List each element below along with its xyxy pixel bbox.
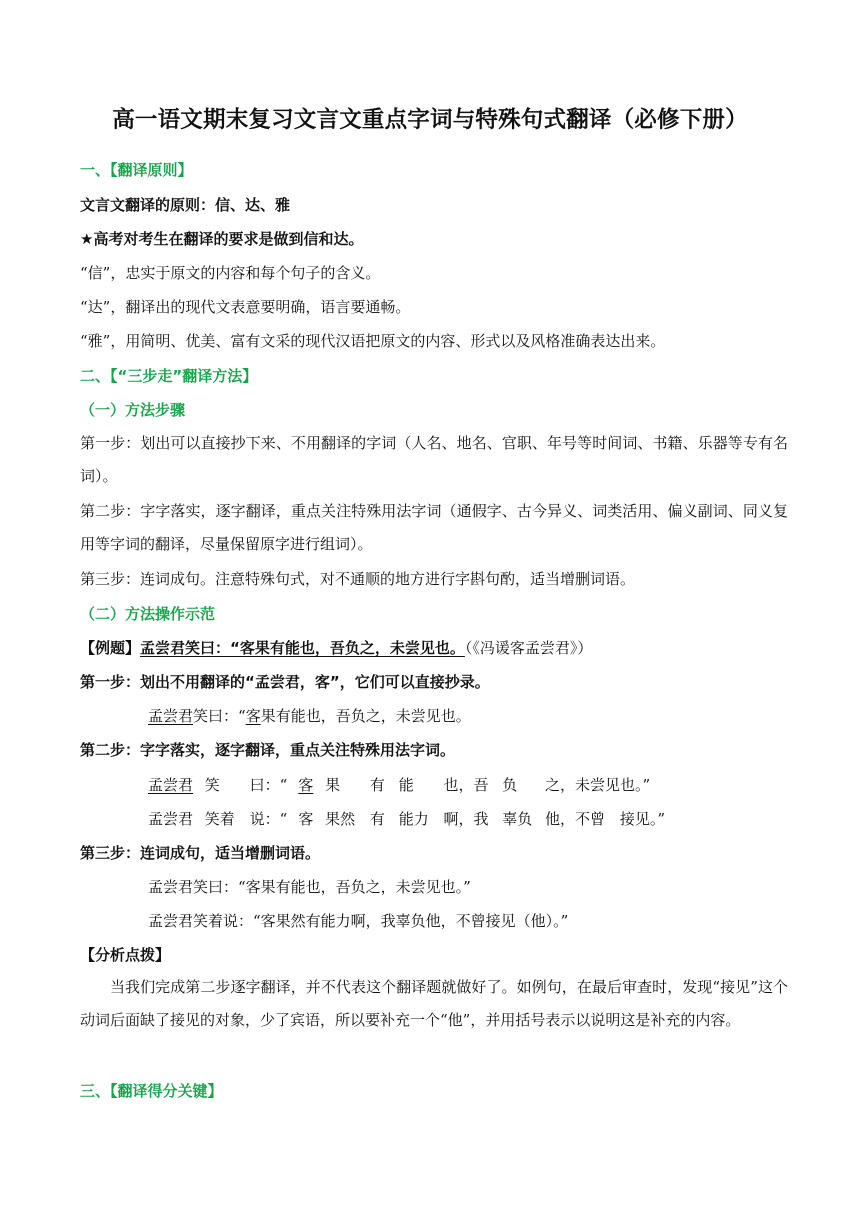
analysis-heading: 【分析点拨】: [80, 946, 171, 964]
translated-word-row: [148, 809, 665, 829]
section-3-heading: 三、【翻译得分关键】: [80, 1082, 223, 1100]
subsection-method-steps: （一）方法步骤: [80, 401, 186, 419]
trans-word: 孟尝君: [148, 810, 194, 828]
principle-line: 文言文翻译的原则：信、达、雅: [80, 196, 291, 214]
trans-word: 说：“: [249, 810, 288, 828]
trans-word: 接见。”: [619, 810, 665, 828]
name-underlined: 孟尝君: [148, 707, 194, 725]
orig-word: 客: [298, 776, 314, 794]
analysis-paragraph: 当我们完成第二步逐字翻译，并不代表这个翻译题就做好了。如例句，在最后审查时，发现“接见”这个动词后面缺了接见的对象，少了宾语，所以要补充一个“他”，并用括号表示以说明这是补充的内容。: [80, 978, 788, 1029]
section-1-heading: 一、【翻译原则】: [80, 161, 193, 179]
sentence-mid: 笑曰：“: [193, 707, 246, 725]
orig-word: 能: [398, 776, 414, 794]
section-2-heading: 二、【“三步走”翻译方法】: [80, 367, 258, 385]
step-2-paragraph: 第二步：字字落实，逐字翻译，重点关注特殊用法字词（通假字、古今异义、词类活用、偏义副词、同义复用等字词的翻译，尽量保留原字进行组词）。: [80, 502, 788, 553]
orig-word: 之，未尝见也。”: [545, 776, 651, 794]
example-step-3-original: 孟尝君笑曰：“客果有能也，吾负之，未尝见也。”: [148, 878, 471, 896]
subsection-demo: （二）方法操作示范: [80, 605, 216, 623]
example-label: 【例题】: [80, 639, 141, 657]
example-step-3-translation: 孟尝君笑着说：“客果然有能力啊，我辜负他，不曾接见（他）。”: [148, 912, 569, 930]
orig-word: 孟尝君: [148, 776, 194, 794]
orig-word: 负: [502, 776, 518, 794]
requirement-line: ★高考对考生在翻译的要求是做到信和达。: [80, 230, 364, 248]
sentence-rest: 果有能也，吾负之，未尝见也。: [260, 707, 471, 725]
step-3-paragraph: 第三步：连词成句。注意特殊句式，对不通顺的地方进行字斟句酌，适当增删词语。: [80, 570, 636, 588]
orig-word: 也，吾: [443, 776, 489, 794]
example-step-1-sentence: [148, 706, 788, 726]
trans-word: 他，不曾: [545, 810, 606, 828]
example-step-2: 第二步：字字落实，逐字翻译，重点关注特殊用法字词。: [80, 741, 456, 759]
trans-word: 能力: [398, 810, 429, 828]
xin-line: “信”，忠实于原文的内容和每个句子的含义。: [80, 264, 381, 282]
step-1-paragraph: 第一步：划出可以直接抄下来、不用翻译的字词（人名、地名、官职、年号等时间词、书籍、乐器等专有名词）。: [80, 434, 788, 485]
trans-word: 辜负: [502, 810, 533, 828]
orig-word: 曰：“: [249, 776, 288, 794]
example-source: （《冯谖客孟尝君》）: [464, 639, 593, 657]
trans-word: 有: [369, 810, 385, 828]
orig-word: 果: [325, 776, 341, 794]
example-step-1: 第一步：划出不用翻译的“孟尝君，客”，它们可以直接抄录。: [80, 673, 490, 691]
example-line: [80, 638, 788, 658]
trans-word: 客: [298, 810, 314, 828]
orig-word: 笑: [204, 776, 220, 794]
da-line: “达”，翻译出的现代文表意要明确，语言要通畅。: [80, 298, 411, 316]
orig-word: 有: [369, 776, 385, 794]
ya-line: “雅”，用简明、优美、富有文采的现代汉语把原文的内容、形式以及风格准确表达出来。: [80, 332, 666, 350]
trans-word: 笑着: [204, 810, 235, 828]
original-word-row: [148, 775, 650, 795]
example-text: 孟尝君笑曰：“客果有能也，吾负之，未尝见也。: [140, 639, 465, 657]
trans-word: 果然: [325, 810, 356, 828]
example-step-3: 第三步：连词成句，适当增删词语。: [80, 844, 321, 862]
trans-word: 啊，我: [443, 810, 489, 828]
ke-underlined: 客: [245, 707, 261, 725]
page-title: 高一语文期末复习文言文重点字词与特殊句式翻译（必修下册）: [112, 107, 748, 133]
